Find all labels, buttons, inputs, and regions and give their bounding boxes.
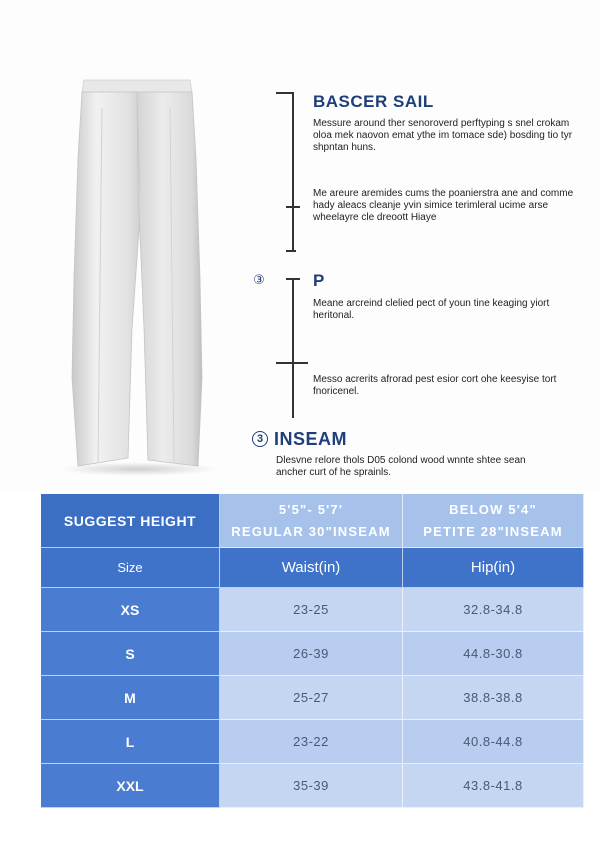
- regular-inseam-label: REGULAR 30"INSEAM: [231, 523, 391, 539]
- section-text-1b: Me areure aremides cums the poanierstra ane and comme hady aleacs cleanje yvin simice terimleral ucime arse wheelayre cle dreoott Hiaye: [313, 188, 574, 223]
- table-row: [41, 720, 584, 764]
- section-title-1: BASCER SAIL: [313, 92, 434, 111]
- section-number-3-icon: 3: [252, 431, 268, 447]
- size-cell: L: [41, 720, 220, 764]
- table-body: [41, 588, 584, 808]
- hip-cell: 32.8-34.8: [403, 588, 584, 632]
- waist-cell: 23-25: [220, 588, 403, 632]
- guide-tick-4: [286, 278, 300, 280]
- table-header-row: [41, 494, 584, 548]
- guide-vertical-line-2: [292, 278, 294, 418]
- size-cell: M: [41, 676, 220, 720]
- table-subheader-row: [41, 548, 584, 588]
- guide-vertical-line-1: [292, 92, 294, 250]
- guide-tick-5: [276, 362, 308, 364]
- regular-height-header: [220, 494, 403, 548]
- table-row: [41, 632, 584, 676]
- waist-column-header: Waist(in): [220, 548, 403, 588]
- size-cell: XXL: [41, 764, 220, 808]
- section-text-2b: Messo acrerits afrorad pest esior cort ohe keesyise tort fnoricenel.: [313, 374, 557, 397]
- section-text-2a: Meane arcreind clelied pect of youn tine keaging yiort heritonal.: [313, 298, 550, 321]
- waist-cell: 25-27: [220, 676, 403, 720]
- guide-tick-2: [286, 206, 300, 208]
- table-row: [41, 764, 584, 808]
- section-text-3: Dlesvne relore thols D05 colond wood wnnte shtee sean ancher curt of he sprainls.: [276, 455, 526, 478]
- petite-height-header: [403, 494, 584, 548]
- table-row: [41, 676, 584, 720]
- section-text-1a: Messure around ther senoroverd perftyping s snel crokam oloa mek naovon emat ythe im tomace sde) bosding tio tyr shpntan huns.: [313, 118, 573, 153]
- hip-cell: 38.8-38.8: [403, 676, 584, 720]
- pants-illustration: [62, 78, 212, 473]
- hip-column-header: Hip(in): [403, 548, 584, 588]
- waist-cell: 23-22: [220, 720, 403, 764]
- section-title-2: P: [313, 271, 325, 290]
- petite-height-range: BELOW 5'4": [449, 501, 537, 517]
- size-cell: S: [41, 632, 220, 676]
- size-column-header: Size: [41, 548, 220, 588]
- hip-cell: 40.8-44.8: [403, 720, 584, 764]
- section-number-2-icon: ③: [253, 272, 265, 287]
- hip-cell: 43.8-41.8: [403, 764, 584, 808]
- size-chart-table: [41, 494, 584, 808]
- waist-cell: 35-39: [220, 764, 403, 808]
- petite-inseam-label: PETITE 28"INSEAM: [423, 523, 563, 539]
- waist-cell: 26-39: [220, 632, 403, 676]
- hip-cell: 44.8-30.8: [403, 632, 584, 676]
- regular-height-range: 5'5"- 5'7': [278, 501, 344, 517]
- guide-tick-3: [286, 250, 296, 252]
- size-cell: XS: [41, 588, 220, 632]
- table-row: [41, 588, 584, 632]
- guide-tick-1: [276, 92, 292, 94]
- suggest-height-header: SUGGEST HEIGHT: [41, 494, 220, 548]
- section-title-3: INSEAM: [274, 429, 348, 449]
